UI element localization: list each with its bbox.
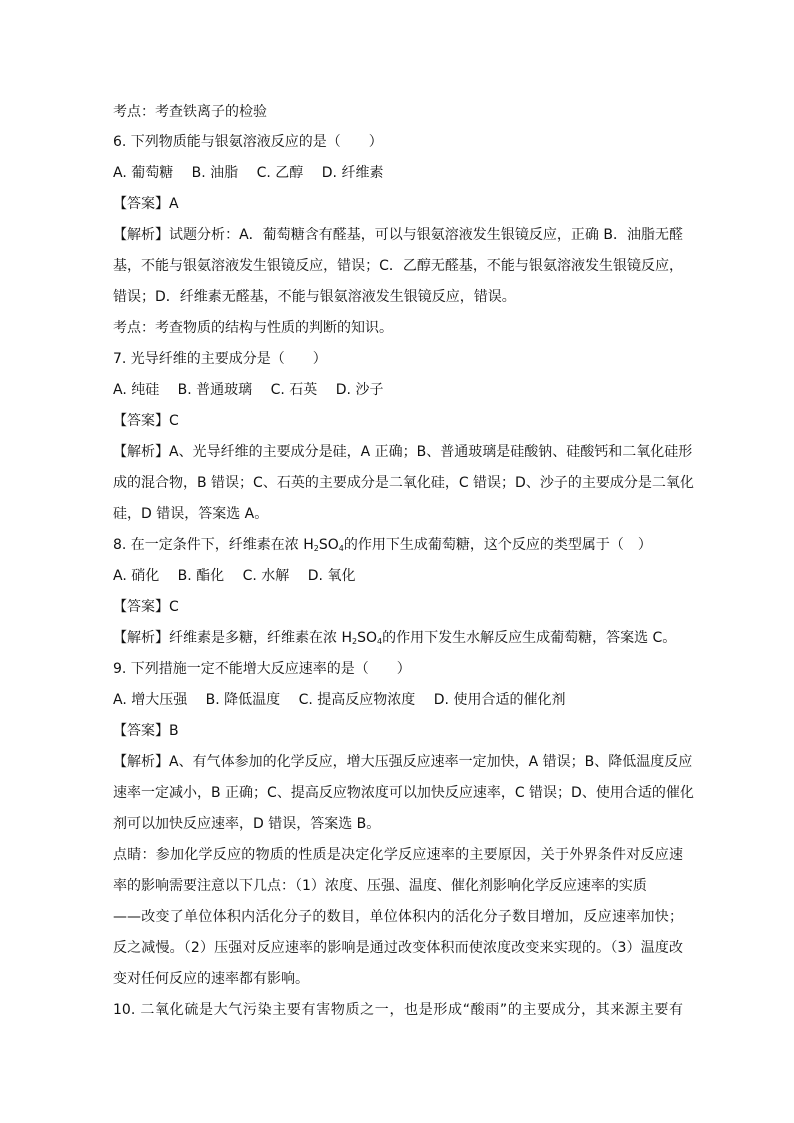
subscript: 4 (338, 544, 344, 553)
question-7-analysis: 【解析】A、光导纤维的主要成分是硅，A 正确；B、普通玻璃是硅酸钠、硅酸钙和二氧化硅形 (113, 444, 693, 460)
question-6-analysis: 【解析】试题分析：A．葡萄糖含有醛基，可以与银氨溶液发生银镜反应，正确 B．油脂无醛 (113, 227, 683, 243)
question-7: 7. 光导纤维的主要成分是（ ） (113, 351, 327, 367)
question-6: 6. 下列物质能与银氨溶液反应的是（ ） (113, 134, 383, 150)
question-9-note: 点睛：参加化学反应的物质的性质是决定化学反应速率的主要原因，关于外界条件对反应速 (113, 847, 683, 863)
question-8-answer: 【答案】C (113, 599, 179, 615)
question-8-text: 8. 在一定条件下，纤维素在浓 H (113, 537, 314, 553)
question-10: 10. 二氧化硫是大气污染主要有害物质之一，也是形成“酸雨”的主要成分，其来源主要有 (113, 1002, 683, 1018)
analysis-text: SO (357, 630, 377, 646)
question-7-answer: 【答案】C (113, 413, 179, 429)
question-8-analysis (113, 629, 683, 647)
question-8-options: A. 硝化 B. 酯化 C. 水解 D. 氧化 (113, 568, 356, 584)
question-9-note: 率的影响需要注意以下几点：（1）浓度、压强、温度、催化剂影响化学反应速率的实质 (113, 878, 647, 894)
text-line: 考点：考查铁离子的检验 (113, 104, 267, 120)
question-9-note: 反之减慢。（2）压强对反应速率的影响是通过改变体积而使浓度改变来实现的。（3）温度改 (113, 940, 683, 956)
question-8-text: 的作用下生成葡萄糖，这个反应的类型属于（ ） (343, 537, 652, 553)
question-8 (113, 536, 683, 554)
question-6-point: 考点：考查物质的结构与性质的判断的知识。 (113, 320, 393, 336)
question-6-answer: 【答案】A (113, 196, 179, 212)
question-6-options: A. 葡萄糖 B. 油脂 C. 乙醇 D. 纤维素 (113, 165, 384, 181)
question-9-answer: 【答案】B (113, 723, 179, 739)
question-7-analysis: 成的混合物，B 错误；C、石英的主要成分是二氧化硅，C 错误；D、沙子的主要成分是二氧化 (113, 475, 694, 491)
question-9: 9. 下列措施一定不能增大反应速率的是（ ） (113, 661, 411, 677)
question-9-analysis: 剂可以加快反应速率，D 错误，答案选 B。 (113, 816, 381, 832)
question-9-note: ——改变了单位体积内活化分子的数目，单位体积内的活化分子数目增加，反应速率加快； (113, 909, 683, 925)
question-6-analysis: 基，不能与银氨溶液发生银镜反应，错误；C．乙醇无醛基，不能与银氨溶液发生银镜反应， (113, 258, 683, 274)
subscript: 4 (376, 637, 383, 646)
question-7-options: A. 纯硅 B. 普通玻璃 C. 石英 D. 沙子 (113, 382, 384, 398)
question-6-analysis: 错误；D．纤维素无醛基，不能与银氨溶液发生银镜反应，错误。 (113, 289, 516, 305)
analysis-text: 的作用下发生水解反应生成葡萄糖，答案选 C。 (382, 630, 677, 646)
question-9-note: 变对任何反应的速率都有影响。 (113, 971, 309, 987)
question-7-analysis: 硅，D 错误，答案选 A。 (113, 506, 269, 522)
subscript: 2 (351, 637, 358, 646)
question-9-options: A. 增大压强 B. 降低温度 C. 提高反应物浓度 D. 使用合适的催化剂 (113, 692, 566, 708)
analysis-text: 【解析】纤维素是多糖，纤维素在浓 H (113, 630, 352, 646)
question-8-text: SO (318, 537, 339, 553)
question-9-analysis: 速率一定减小，B 正确；C、提高反应物浓度可以加快反应速率，C 错误；D、使用合适的催化 (113, 785, 694, 801)
subscript: 2 (313, 544, 319, 553)
question-9-analysis: 【解析】A、有气体参加的化学反应，增大压强反应速率一定加快，A 错误；B、降低温度反应 (113, 754, 693, 770)
